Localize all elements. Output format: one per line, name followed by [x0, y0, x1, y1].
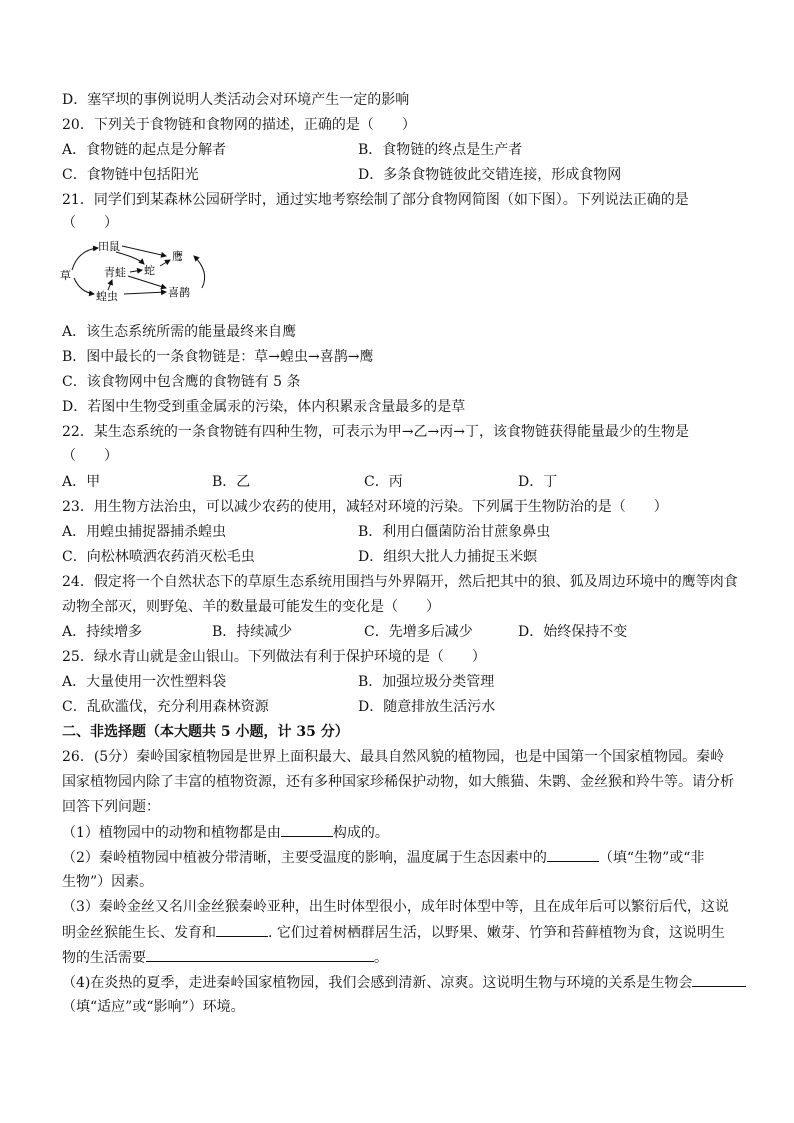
- q23-option-d: D．组织大批人力捕捉玉米螟: [358, 549, 538, 565]
- q21-option-d: D．若图中生物受到重金属汞的污染，体内积累汞含量最多的是草: [62, 399, 466, 415]
- q26-part3-blank1[interactable]: [216, 922, 268, 937]
- arrow-frog-magpie: [128, 276, 166, 288]
- q26-part3-text-d: 。: [374, 950, 388, 966]
- q20-option-b: B．食物链的终点是生产者: [358, 142, 523, 158]
- q26-part1-blank[interactable]: [281, 822, 333, 837]
- q26-part4-line1: [62, 972, 746, 993]
- q24-stem-line2: 动物全部灭，则野兔、羊的数量最可能发生的变化是（ ）: [62, 599, 440, 615]
- q26-part3-line1: （3）秦岭金丝又名川金丝猴秦岭亚种，出生时体型很小，成年时体型中等，且在成年后可以繁衍后代，这说: [62, 899, 729, 915]
- q23-option-c: C．向松林喷洒农药消灭松毛虫: [62, 549, 255, 565]
- q22-stem-line2: （ ）: [62, 448, 118, 464]
- arrow-snake-eagle: [160, 260, 170, 266]
- q24-option-b: B．持续减少: [212, 624, 293, 640]
- q26-part4-text-a: （4)在炎热的夏季，走进秦岭国家植物园，我们会感到清新、凉爽。这说明生物与环境的关系是生物会: [62, 975, 693, 991]
- arrow-frog-snake: [130, 270, 142, 272]
- q20-option-a: A．食物链的起点是分解者: [62, 142, 227, 158]
- q26-part2: [62, 847, 704, 868]
- q26-part4-line2: （填“适应”或“影响”）环境。: [62, 999, 245, 1015]
- q21-option-c: C．该食物网中包含鹰的食物链有 5 条: [62, 374, 301, 390]
- q26-intro-line2: 国家植物园内除了丰富的植物资源，还有多种国家珍稀保护动物，如大熊猫、朱鹮、金丝猴和羚牛等。请分析: [62, 774, 734, 790]
- q26-part3-blank2[interactable]: [146, 947, 374, 962]
- q26-intro-line3: 回答下列问题：: [62, 799, 160, 815]
- q24-option-d: D．始终保持不变: [518, 624, 628, 640]
- q22-option-b: B．乙: [212, 474, 251, 490]
- arrow-locust-frog: [108, 280, 112, 290]
- q25-option-c: C．乱砍滥伐，充分利用森林资源: [62, 699, 269, 715]
- arrow-magpie-eagle: [194, 256, 205, 288]
- node-eagle: 鹰: [172, 250, 183, 263]
- q26-part4-blank[interactable]: [692, 972, 746, 987]
- arrow-vole-eagle: [122, 246, 166, 256]
- q20-option-d: D．多条食物链彼此交错连接，形成食物网: [358, 167, 622, 183]
- q26-part1-text-a: （1）植物园中的动物和植物都是由: [62, 825, 281, 841]
- q26-part2-cont: 生物”）因素。: [62, 874, 154, 890]
- q26-part1-text-b: 构成的。: [332, 825, 389, 841]
- q23-option-b: B．利用白僵菌防治甘蔗象鼻虫: [358, 524, 551, 540]
- node-frog: 青蛙: [104, 266, 126, 279]
- q23-option-a: A．用蝗虫捕捉器捕杀蝗虫: [62, 524, 227, 540]
- q19-option-d: D．塞罕坝的事例说明人类活动会对环境产生一定的影响: [62, 92, 410, 108]
- q22-option-c: C．丙: [364, 474, 403, 490]
- node-grass: 草: [60, 269, 71, 282]
- q25-option-b: B．加强垃圾分类管理: [358, 674, 495, 690]
- q21-option-b: B．图中最长的一条食物链是：草→蝗虫→喜鹊→鹰: [62, 349, 374, 365]
- q23-stem: 23．用生物方法治虫，可以减少农药的使用，减轻对环境的污染。下列属于生物防治的是（ ）: [62, 499, 668, 515]
- node-magpie: 喜鹊: [168, 286, 190, 299]
- q24-option-a: A．持续增多: [62, 624, 143, 640]
- q26-part3-text-b: . 它们过着树栖群居生活，以野果、嫩芽、竹笋和苔藓植物为食，这说明生: [268, 925, 725, 941]
- node-locust: 蝗虫: [96, 290, 118, 303]
- q26-part2-blank[interactable]: [547, 847, 599, 862]
- q20-stem: 20．下列关于食物链和食物网的描述，正确的是（ ）: [62, 117, 416, 133]
- q25-option-a: A．大量使用一次性塑料袋: [62, 674, 227, 690]
- q20-option-c: C．食物链中包括阳光: [62, 167, 199, 183]
- section2-title: 二、非选择题（本大题共 5 小题，计 35 分）: [62, 724, 349, 740]
- q22-stem-line1: 22．某生态系统的一条食物链有四种生物，可表示为甲→乙→丙→丁，该食物链获得能量最少的生物是: [62, 424, 690, 440]
- arrow-vole-snake: [116, 252, 144, 264]
- node-vole: 田鼠: [98, 240, 120, 253]
- q26-part1: [62, 822, 389, 843]
- q26-part3-line2: [62, 922, 725, 943]
- q22-option-d: D．丁: [518, 474, 558, 490]
- q22-option-a: A．甲: [62, 474, 101, 490]
- arrow-locust-magpie: [124, 292, 166, 294]
- q26-part2-text-b: （填“生物”或“非: [598, 850, 705, 866]
- arrow-grass-locust: [74, 278, 94, 294]
- node-snake: 蛇: [144, 264, 155, 277]
- arrow-grass-vole: [72, 248, 98, 270]
- q21-option-a: A．该生态系统所需的能量最终来自鹰: [62, 324, 297, 340]
- q26-part3-text-c: 物的生活需要: [62, 950, 146, 966]
- q21-stem-line2: （ ）: [62, 215, 118, 231]
- q26-intro-line1: 26．(5分）秦岭国家植物园是世界上面积最大、最具自然风貌的植物园，也是中国第一个国家植物园。秦岭: [62, 749, 725, 765]
- q24-stem-line1: 24．假定将一个自然状态下的草原生态系统用围挡与外界隔开，然后把其中的狼、狐及周边环境中的鹰等肉食: [62, 574, 738, 590]
- q24-option-c: C．先增多后减少: [364, 624, 473, 640]
- q26-part3-line3: [62, 947, 388, 968]
- q21-stem-line1: 21．同学们到某森林公园研学时，通过实地考察绘制了部分食物网简图（如下图）。下列说法正确的是: [62, 192, 689, 208]
- q25-stem: 25．绿水青山就是金山银山。下列做法有利于保护环境的是（ ）: [62, 649, 486, 665]
- q26-part2-text-a: （2）秦岭植物园中植被分带清晰，主要受温度的影响，温度属于生态因素中的: [62, 850, 547, 866]
- q25-option-d: D．随意排放生活污水: [358, 699, 496, 715]
- food-web-diagram: [58, 236, 218, 306]
- q26-part3-text-a: 明金丝猴能生长、发育和: [62, 925, 216, 941]
